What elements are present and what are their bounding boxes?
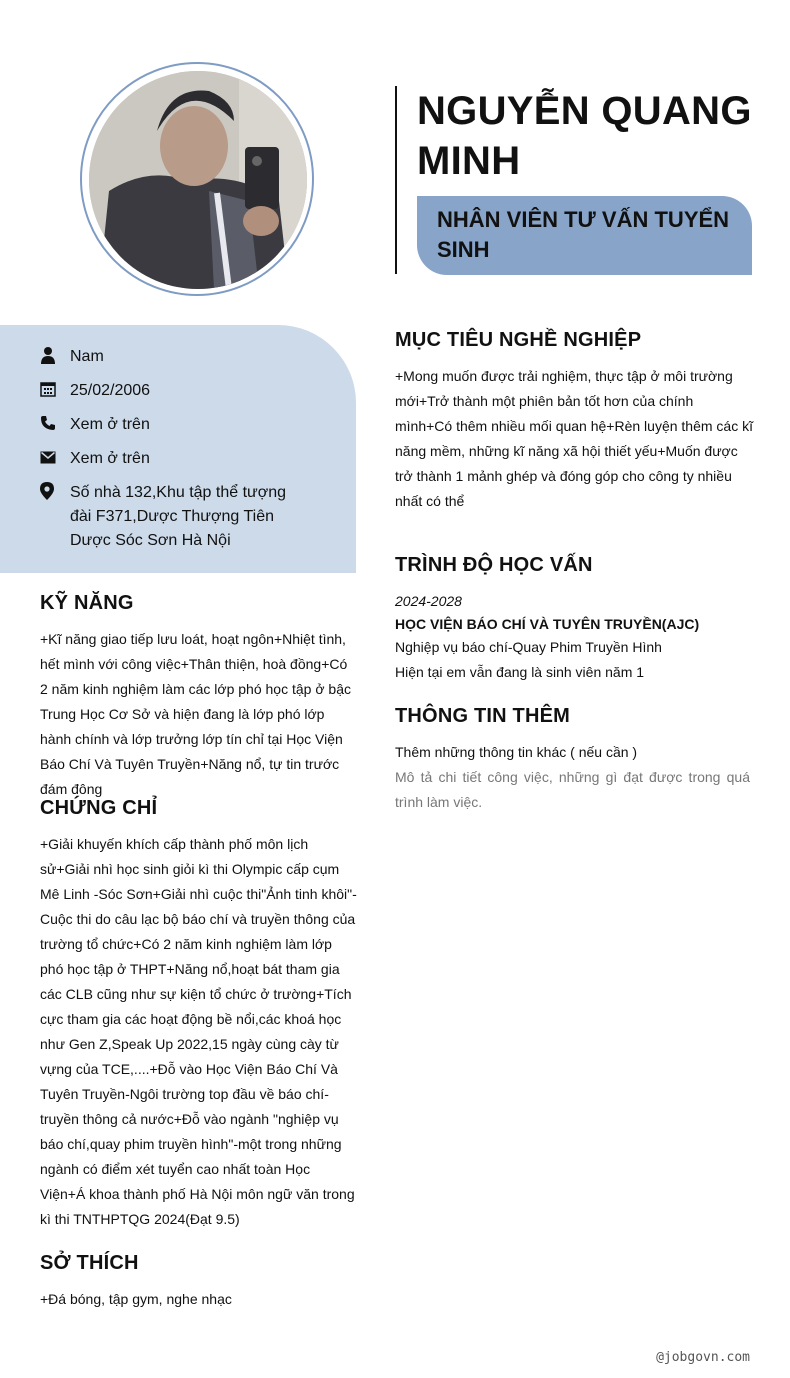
dob-value: 25/02/2006 [70,382,151,399]
phone-value: Xem ở trên [70,416,150,433]
objective-title: MỤC TIÊU NGHỀ NGHIỆP [395,329,642,351]
skills-text: +Kĩ năng giao tiếp lưu loát, hoạt ngôn+Nhiệt tình, hết mình với công việc+Thân thiện, hoà đồng+Có 2 năm kinh nghiệm làm các lớp phó học tập ở bậc Trung Học Cơ Sở và hiện đang là lớp phó lớp hành chính và lớp trưởng lớp tín chỉ tại Học Viện Báo Chí Và Tuyên Truyền+Năng nổ, tự tin trước đám đông [40,631,351,797]
contact-email [40,447,290,471]
phone-icon [40,413,70,433]
hobbies-text: +Đá bóng, tập gym, nghe nhạc [40,1291,232,1307]
contact-dob [40,379,290,403]
location-pin-icon [40,481,70,501]
person-icon [40,345,70,365]
contact-panel [0,325,356,573]
hobbies-title: SỞ THÍCH [40,1252,139,1274]
avatar-photo [89,71,307,289]
education-status: Hiện tại em vẫn đang là sinh viên năm 1 [395,664,645,680]
additional-placeholder: Mô tả chi tiết công việc, những gì đạt được trong quá trình làm việc. [395,769,750,810]
address-value: Số nhà 132,Khu tập thể tượng đài F371,Dược Thượng Tiên Dược Sóc Sơn Hà Nội [70,484,287,549]
additional-text: Thêm những thông tin khác ( nếu cần ) [395,744,638,760]
mail-icon [40,447,70,467]
calendar-icon [40,379,70,399]
watermark: @jobgovn.com [656,1350,750,1365]
education-school: HỌC VIỆN BÁO CHÍ VÀ TUYÊN TRUYỀN(AJC) [395,616,700,632]
certificates-title: CHỨNG CHỈ [40,797,158,819]
education-period: 2024-2028 [395,593,462,609]
email-value: Xem ở trên [70,450,150,467]
contact-phone [40,413,290,437]
contact-gender [40,345,290,369]
name-block [395,86,757,274]
education-major: Nghiệp vụ báo chí-Quay Phim Truyền Hình [395,639,662,655]
additional-title: THÔNG TIN THÊM [395,705,571,727]
education-title: TRÌNH ĐỘ HỌC VẤN [395,554,593,576]
gender-value: Nam [70,348,104,365]
certificates-text: +Giải khuyến khích cấp thành phố môn lịch sử+Giải nhì học sinh giỏi kì thi Olympic cấp cụm Mê Linh -Sóc Sơn+Giải nhì cuộc thi"Ảnh tinh khôi"-Cuộc thi do câu lạc bộ báo chí và truyền thông của trường tổ chức+Có 2 năm kinh nghiệm làm lớp phó học tập ở THPT+Năng nổ,hoạt bát tham gia các CLB cũng như sự kiện tổ chức ở trường+Tích cực tham gia các hoạt động bề nổi,các khoá học như Gen Z,Speak Up 2022,15 ngày cùng cày từ vựng của TCE,....+Đỗ vào Học Viện Báo Chí Và Tuyên Truyền-Ngôi trường top đầu về báo chí-truyền thông cả nước+Đỗ vào ngành "nghiệp vụ báo chí,quay phim truyền hình"-một trong những ngành có điểm xét tuyển cao nhất toàn Học Viện+Á khoa thành phố Hà Nội môn ngữ văn trong kì thi TNTHPTQG 2024(Đạt 9.5) [40,836,357,1227]
skills-title: KỸ NĂNG [40,592,134,614]
contact-address [40,481,290,553]
candidate-name: NGUYỄN QUANG MINH [417,89,752,183]
job-title: NHÂN VIÊN TƯ VẤN TUYỂN SINH [417,196,752,275]
objective-text: +Mong muốn được trải nghiệm, thực tập ở môi trường mới+Trở thành một phiên bản tốt hơn của chính mình+Có thêm nhiều mối quan hệ+Rèn luyện thêm các kĩ năng mềm, những kĩ năng xã hội thiết yếu+Muốn được trở thành 1 mảnh ghép và đóng góp cho công ty nhiều nhất có thể [395,368,753,509]
avatar [89,71,307,289]
